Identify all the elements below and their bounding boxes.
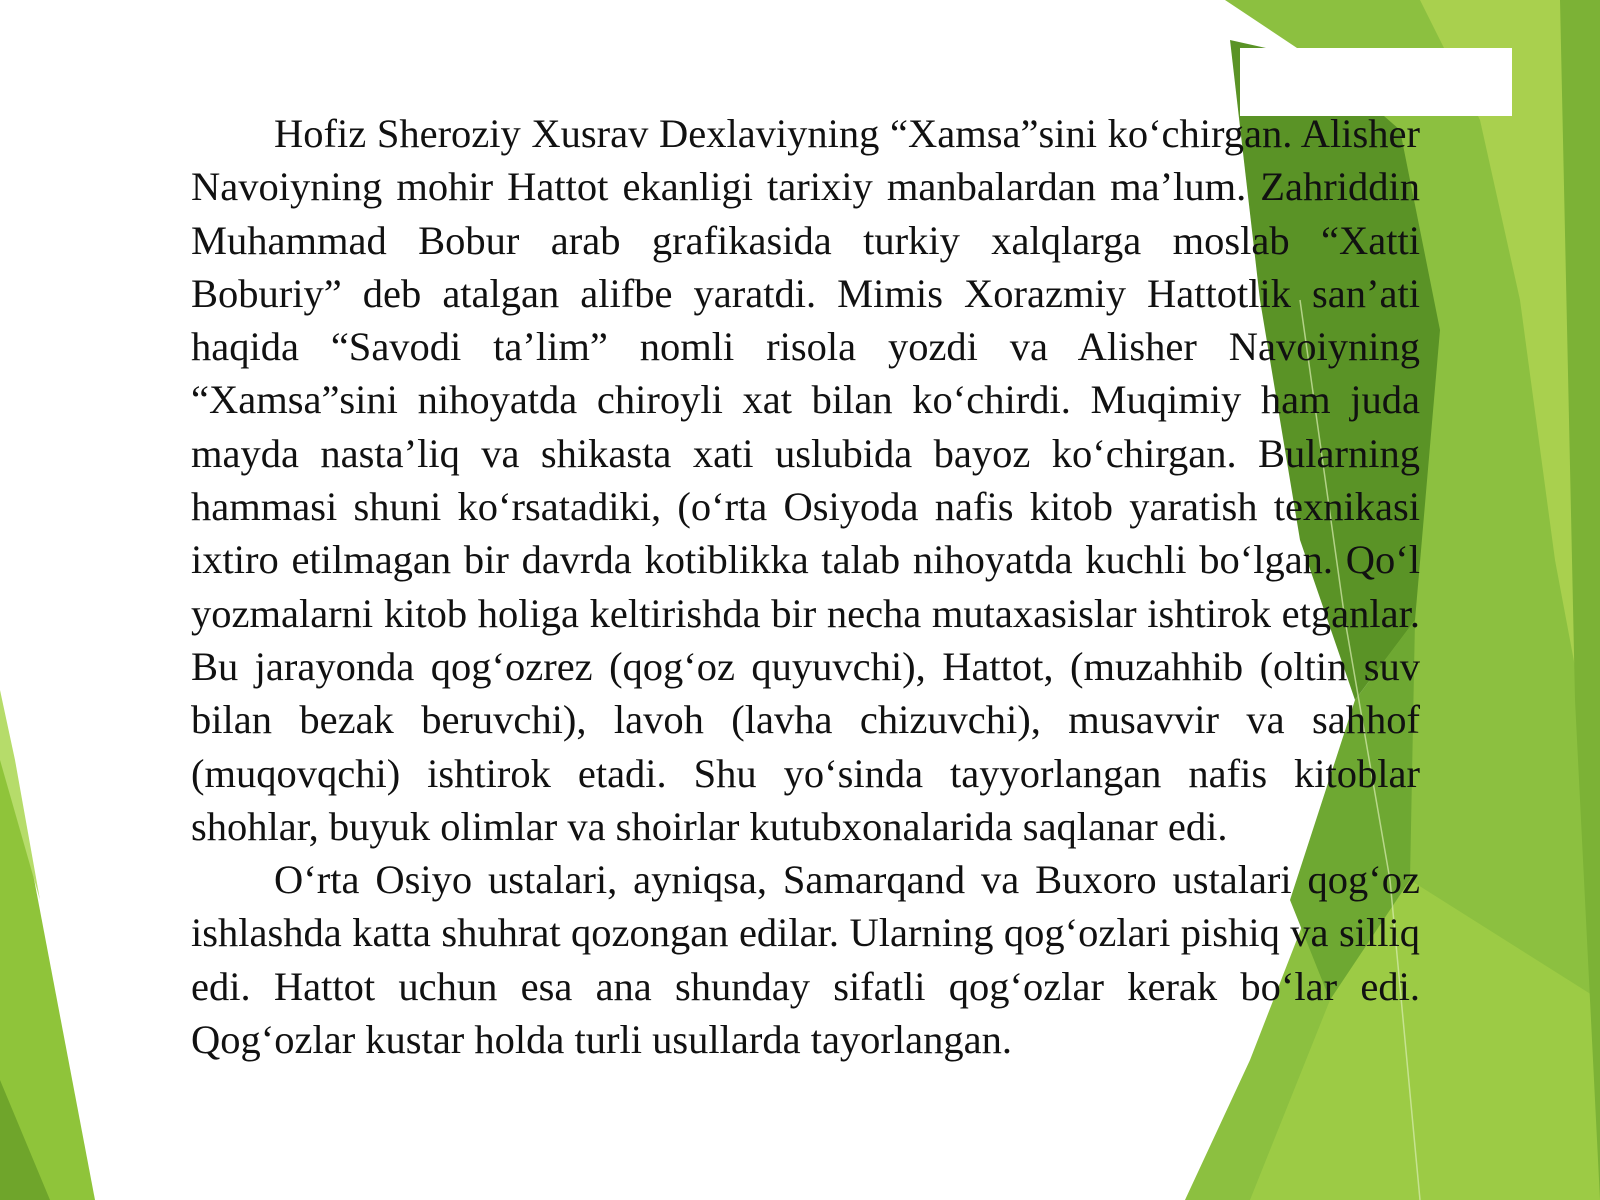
body-text [191,107,1420,1066]
paragraph-1: Hofiz Sheroziy Xusrav Dexlaviyning “Xamsa”sini koʻchirgan. Alisher Navoiyning mohir Hattot ekanligi tarixiy manbalardan ma’lum. Zahriddin Muhammad Bobur arab grafikasida turkiy xalqlarga moslab “Xatti Boburiy” deb atalgan alifbe yaratdi. Mimis Xorazmiy Hattotlik san’ati haqida “Savodi ta’lim” nomli risola yozdi va Alisher Navoiyning “Xamsa”sini nihoyatda chiroyli xat bilan koʻchirdi. Muqimiy ham juda mayda nasta’liq va shikasta xati uslubida bayoz koʻchirgan. Bularning hammasi shuni koʻrsatadiki, (oʻrta Osiyoda nafis kitob yaratish texnikasi ixtiro etilmagan bir davrda kotiblikka talab nihoyatda kuchli boʻlgan. Qoʻl yozmalarni kitob holiga keltirishda bir necha mutaxasislar ishtirok etganlar. Bu jarayonda qogʻozrez (qogʻoz quyuvchi), Hattot, (muzahhib (oltin suv bilan bezak beruvchi), lavoh (lavha chizuvchi), musavvir va sahhof (muqovqchi) ishtirok etadi. Shu yoʻsinda tayyorlangan nafis kitoblar shohlar, buyuk olimlar va shoirlar kutubxonalarida saqlanar edi. [191,111,1420,849]
paragraph-2: Oʻrta Osiyo ustalari, ayniqsa, Samarqand va Buxoro ustalari qogʻoz ishlashda katta shuhrat qozongan edilar. Ularning qogʻozlari pishiq va silliq edi. Hattot uchun esa ana shunday sifatli qogʻozlar kerak boʻlar edi. Qogʻozlar kustar holda turli usullarda tayorlangan. [191,857,1420,1063]
title-placeholder-box [1240,48,1512,116]
